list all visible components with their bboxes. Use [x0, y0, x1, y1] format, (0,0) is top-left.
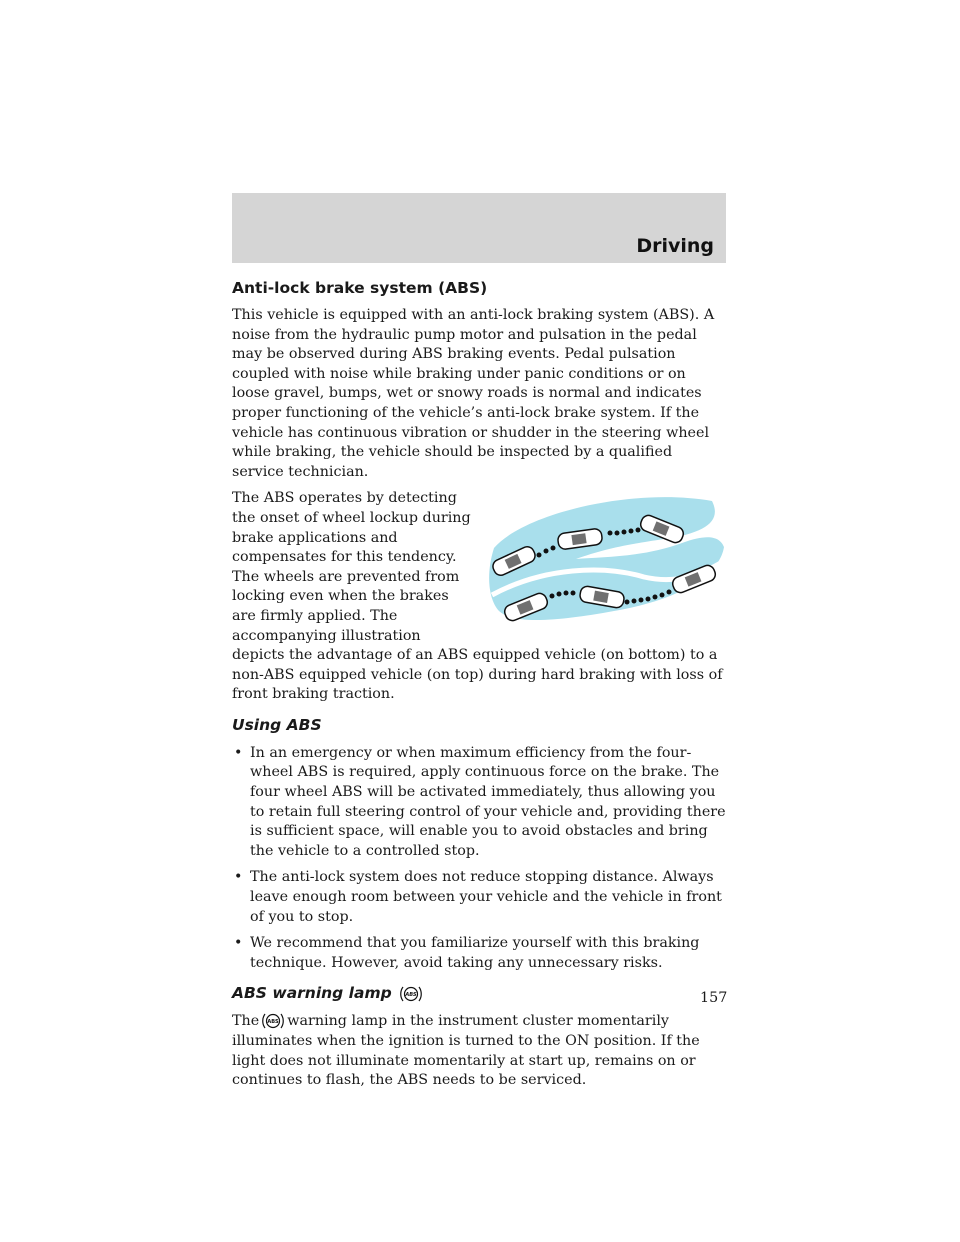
section-header-band	[232, 193, 726, 263]
warning-text-body: warning lamp in the instrument cluster momentarily illuminates when the ignition is turned to the ON position. If the light does not illuminate momentarily at start up, remains on or continues to flash, the ABS needs to be serviced.	[232, 1013, 700, 1089]
list-item: • In an emergency or when maximum efficiency from the four-wheel ABS is required, apply continuous force on the brake. The four wheel ABS will be activated immediately, thus allowing you to retain full steering control of your vehicle and, providing there is sufficient space, will enable you to avoid obstacles and bring the vehicle to a controlled stop.	[232, 744, 726, 862]
page-number: 157	[700, 990, 728, 1006]
abs-icon-text: ABS	[405, 992, 417, 999]
using-abs-heading: Using ABS	[232, 715, 322, 734]
warning-text-start: The	[232, 1013, 260, 1030]
abs-intro-paragraph: This vehicle is equipped with an anti-lock braking system (ABS). A noise from the hydraulic pump motor and pulsation in the pedal may be observed during ABS braking events. Pedal pulsation coupled with noise while braking under panic conditions or on loose gravel, bumps, wet or snowy roads is normal and indicates proper functioning of the vehicle’s anti-lock brake system. If the vehicle has continuous vibration or shudder in the steering wheel while braking, the vehicle should be inspected by a qualified service technician.	[232, 307, 715, 480]
abs-warning-icon	[261, 1012, 285, 1030]
abs-warning-lamp-heading	[232, 983, 726, 1003]
abs-warning-lamp-heading-text: ABS warning lamp	[232, 984, 392, 1003]
list-item: • The anti-lock system does not reduce stopping distance. Always leave enough room between your vehicle and the vehicle in front of you to stop.	[232, 868, 726, 927]
abs-icon-text: ABS	[267, 1019, 279, 1026]
abs-operation-paragraph: The ABS operates by detecting the onset of wheel lockup during brake applications and compensates for this tendency. The wheels are prevented from locking even when the brakes are firmly applied. The accompanying illustration depicts the advantage of an ABS equipped vehicle (on bottom) to a non-ABS equipped vehicle (on top) during hard braking with loss of front braking traction.	[232, 490, 723, 703]
abs-warning-lamp-paragraph	[232, 1012, 726, 1090]
abs-warning-icon	[399, 985, 423, 1003]
using-abs-list	[232, 744, 726, 974]
list-item: • We recommend that you familiarize yourself with this braking technique. However, avoid taking any unnecessary risks.	[232, 934, 726, 973]
page-content	[232, 278, 726, 1098]
abs-illustration	[484, 493, 730, 633]
main-heading: Anti-lock brake system (ABS)	[232, 279, 488, 297]
section-title: Driving	[636, 235, 714, 257]
